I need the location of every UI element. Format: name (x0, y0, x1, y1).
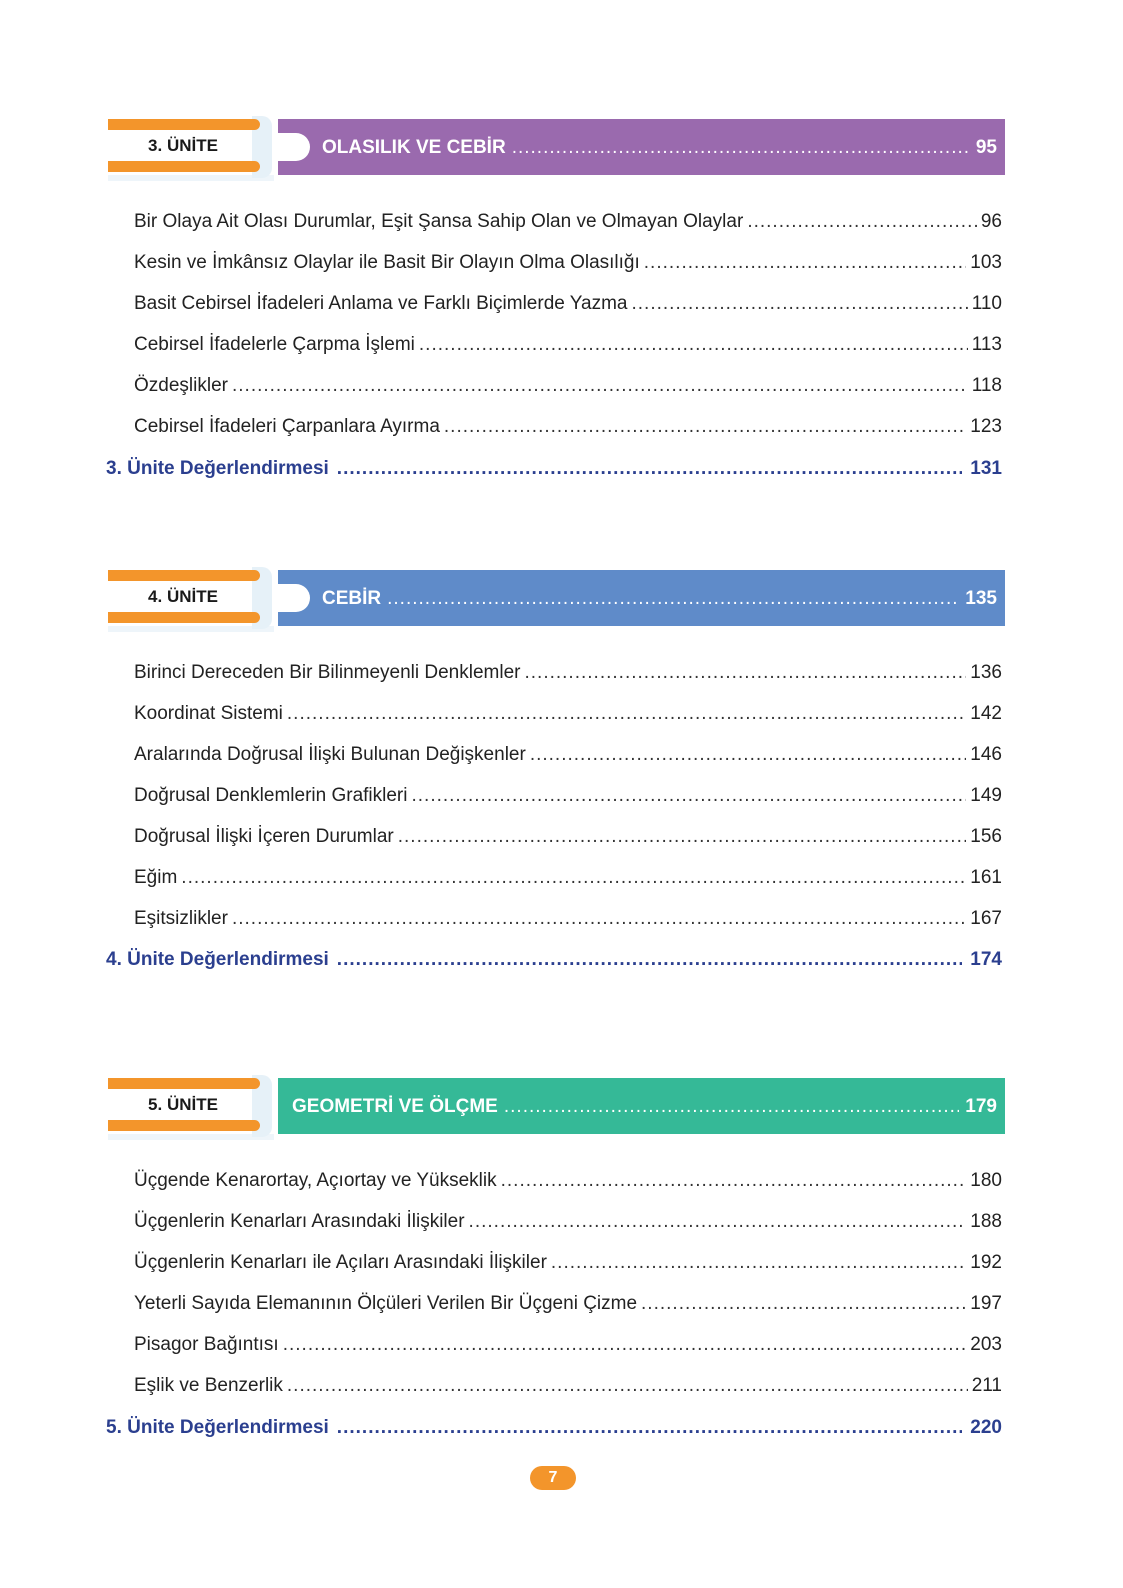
unit-3-tab-label: 3. ÜNİTE (148, 136, 218, 155)
toc-entry-page: 188 (970, 1211, 1002, 1232)
toc-entry-page: 113 (971, 334, 1002, 355)
toc-entry-page: 103 (970, 252, 1002, 273)
toc-entry-page: 211 (971, 1375, 1002, 1396)
unit-3-page: 95 (975, 137, 997, 158)
toc-entry[interactable] (134, 865, 1002, 891)
evaluation-page: 174 (970, 949, 1002, 970)
toc-entry-page: 180 (970, 1170, 1002, 1191)
evaluation-title: 5. Ünite Değerlendirmesi (106, 1417, 329, 1438)
toc-entry-title: Eşitsizlikler (134, 908, 228, 929)
toc-entry-title: Eşlik ve Benzerlik (134, 1375, 283, 1396)
toc-entry[interactable] (134, 906, 1002, 932)
unit-5-header (108, 1078, 1020, 1142)
toc-entry[interactable] (134, 824, 1002, 850)
toc-entry-title: Kesin ve İmkânsız Olaylar ile Basit Bir Olayın Olma Olasılığı (134, 252, 640, 273)
toc-entry-title: Üçgenlerin Kenarları Arasındaki İlişkiler (134, 1211, 465, 1232)
toc-entry-title: Bir Olaya Ait Olası Durumlar, Eşit Şansa Sahip Olan ve Olmayan Olaylar (134, 211, 744, 232)
toc-entry-page: 136 (970, 662, 1002, 683)
unit-5-tab (108, 1078, 278, 1142)
evaluation-title: 4. Ünite Değerlendirmesi (106, 949, 329, 970)
toc-entry[interactable] (134, 742, 1002, 768)
toc-entry-title: Koordinat Sistemi (134, 703, 283, 724)
toc-entry[interactable] (134, 701, 1002, 727)
unit-5-evaluation[interactable] (106, 1415, 1002, 1441)
unit-5-title: GEOMETRİ VE ÖLÇME (292, 1096, 498, 1117)
toc-entry-title: Özdeşlikler (134, 375, 228, 396)
toc-entry-page: 192 (970, 1252, 1002, 1273)
toc-entry-page: 167 (970, 908, 1002, 929)
unit-5-title-bar[interactable] (278, 1078, 1005, 1134)
toc-entry[interactable] (134, 1332, 1002, 1358)
toc-entry-title: Pisagor Bağıntısı (134, 1334, 279, 1355)
unit-3-title: OLASILIK VE CEBİR (322, 137, 506, 158)
toc-entry-title: Cebirsel İfadelerle Çarpma İşlemi (134, 334, 415, 355)
unit-5-tab-label: 5. ÜNİTE (148, 1095, 218, 1114)
toc-entry[interactable] (134, 1291, 1002, 1317)
unit-4-header (108, 570, 1020, 634)
toc-entry[interactable] (134, 250, 1002, 276)
unit-4-title: CEBİR (322, 588, 382, 609)
unit-3-header (108, 119, 1020, 183)
unit-4-tab (108, 570, 278, 634)
toc-entry[interactable] (134, 332, 1002, 358)
toc-entry-title: Üçgenlerin Kenarları ile Açıları Arasındaki İlişkiler (134, 1252, 547, 1273)
toc-entry[interactable] (134, 783, 1002, 809)
toc-entry-page: 161 (970, 867, 1002, 888)
toc-entry[interactable] (134, 660, 1002, 686)
toc-entry-page: 146 (970, 744, 1002, 765)
toc-entry-title: Doğrusal Denklemlerin Grafikleri (134, 785, 408, 806)
toc-entry-page: 123 (970, 416, 1002, 437)
toc-entry[interactable] (134, 414, 1002, 440)
unit-4-evaluation[interactable] (106, 947, 1002, 973)
toc-entry-title: Doğrusal İlişki İçeren Durumlar (134, 826, 394, 847)
toc-entry-title: Basit Cebirsel İfadeleri Anlama ve Farklı Biçimlerde Yazma (134, 293, 628, 314)
evaluation-page: 131 (970, 458, 1002, 479)
toc-entry[interactable] (134, 1250, 1002, 1276)
toc-entry-page: 203 (970, 1334, 1002, 1355)
evaluation-page: 220 (970, 1417, 1002, 1438)
toc-entry-page: 110 (971, 293, 1002, 314)
evaluation-title: 3. Ünite Değerlendirmesi (106, 458, 329, 479)
toc-entry-title: Eğim (134, 867, 178, 888)
unit-3-tab (108, 119, 278, 183)
toc-entry[interactable] (134, 291, 1002, 317)
toc-entry-page: 149 (970, 785, 1002, 806)
toc-entry[interactable] (134, 209, 1002, 235)
toc-entry[interactable] (134, 373, 1002, 399)
toc-entry-page: 118 (971, 375, 1002, 396)
toc-entry-page: 156 (970, 826, 1002, 847)
page-number: 7 (530, 1466, 576, 1490)
toc-entry-title: Cebirsel İfadeleri Çarpanlara Ayırma (134, 416, 440, 437)
unit-3-evaluation[interactable] (106, 456, 1002, 482)
toc-entry-title: Birinci Dereceden Bir Bilinmeyenli Denklemler (134, 662, 521, 683)
toc-entry-page: 142 (970, 703, 1002, 724)
toc-entry-title: Yeterli Sayıda Elemanının Ölçüleri Verilen Bir Üçgeni Çizme (134, 1293, 638, 1314)
unit-4-title-bar[interactable] (278, 570, 1005, 626)
unit-5-page: 179 (965, 1096, 997, 1117)
toc-entry-page: 197 (970, 1293, 1002, 1314)
toc-entry[interactable] (134, 1209, 1002, 1235)
unit-4-tab-label: 4. ÜNİTE (148, 587, 218, 606)
toc-entry-title: Üçgende Kenarortay, Açıortay ve Yükseklik (134, 1170, 497, 1191)
toc-entry-page: 96 (980, 211, 1002, 232)
unit-4-page: 135 (965, 588, 997, 609)
unit-3-title-bar[interactable] (278, 119, 1005, 175)
toc-entry[interactable] (134, 1373, 1002, 1399)
toc-entry-title: Aralarında Doğrusal İlişki Bulunan Değişkenler (134, 744, 526, 765)
toc-entry[interactable] (134, 1168, 1002, 1194)
